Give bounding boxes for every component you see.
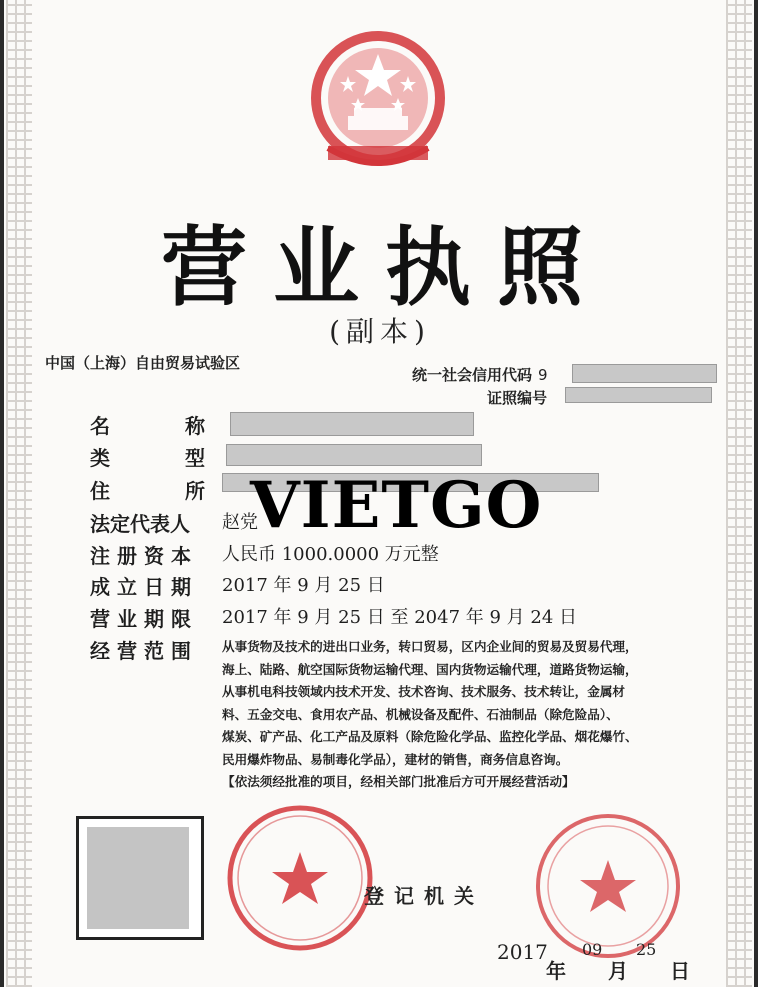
vietgo-watermark: VIETGO: [250, 468, 543, 543]
right-edge: [754, 0, 758, 987]
company-seal-icon: [222, 800, 378, 956]
credit-code-label: 统一社会信用代码: [412, 366, 533, 384]
credit-code-row: [412, 364, 548, 385]
issue-day: 25: [636, 940, 657, 959]
address-label-char-1: 住: [90, 479, 110, 503]
scope-line: 煤炭、矿产品、化工产品及原料（除危险化学品、监控化学品、烟花爆竹、: [222, 729, 638, 744]
name-redaction: [230, 412, 474, 436]
national-emblem-icon: [308, 28, 448, 178]
type-redaction: [226, 444, 482, 466]
credit-code-prefix: 9: [538, 366, 548, 384]
document-title: 营业执照: [161, 218, 609, 318]
scope-line: 料、五金交电、食用农产品、机械设备及配件、石油制品（除危险品）、: [222, 706, 619, 722]
scope-line: 民用爆炸物品、易制毒化学品），建材的销售，商务信息咨询。: [222, 751, 569, 767]
issuing-region: 中国（上海）自由贸易试验区: [45, 354, 241, 372]
registration-authority: 登记机关: [364, 884, 484, 908]
scope-line: 海上、陆路、航空国际货物运输代理、国内货物运输代理，道路货物运输，: [222, 661, 638, 677]
scope-line: 从事货物及技术的进出口业务，转口贸易，区内企业间的贸易及贸易代理，: [222, 639, 638, 654]
term-value: 2017 年 9 月 25 日 至 2047 年 9 月 24 日: [222, 607, 577, 628]
scope-label: 经营范围: [90, 639, 198, 663]
right-pattern-border: [726, 0, 752, 987]
term-label: 营业期限: [90, 607, 198, 631]
issue-month-unit: 月: [608, 959, 628, 983]
issue-year: 2017: [497, 940, 548, 964]
registry-seal-icon: [530, 808, 686, 964]
type-label: [90, 442, 205, 471]
legal-rep-label: 法定代表人: [90, 512, 190, 536]
issue-month: 09: [582, 940, 603, 959]
issue-year-unit: 年: [546, 959, 566, 983]
document-subtitle: (副本): [329, 315, 431, 348]
left-edge: [0, 0, 4, 987]
type-label-char-1: 类: [90, 446, 110, 470]
license-no-redaction: [565, 387, 712, 403]
qr-code: [76, 816, 204, 940]
credit-code-redaction: [572, 364, 717, 383]
established-value: 2017 年 9 月 25 日: [222, 575, 385, 596]
type-label-char-2: 型: [185, 446, 205, 470]
qr-code-redaction: [87, 827, 189, 929]
scope-approval-note: 【依法须经批准的项目，经相关部门批准后方可开展经营活动】: [222, 774, 575, 789]
name-label-char-2: 称: [185, 414, 205, 438]
left-pattern-border: [6, 0, 32, 987]
address-label-char-2: 所: [185, 479, 205, 503]
name-label-char-1: 名: [90, 414, 110, 438]
issue-day-unit: 日: [670, 959, 690, 983]
established-label: 成立日期: [90, 575, 198, 599]
license-no-label: 证照编号: [487, 389, 548, 407]
name-label: [90, 410, 205, 439]
address-label: [90, 475, 205, 504]
scope-line: 从事机电科技领域内技术开发、技术咨询、技术服务、技术转让，金属材: [222, 684, 625, 699]
business-scope: [222, 636, 682, 794]
capital-value: 人民币 1000.0000 万元整: [222, 544, 439, 565]
capital-label: 注册资本: [90, 544, 198, 568]
legal-rep-value: 赵党: [222, 512, 258, 533]
